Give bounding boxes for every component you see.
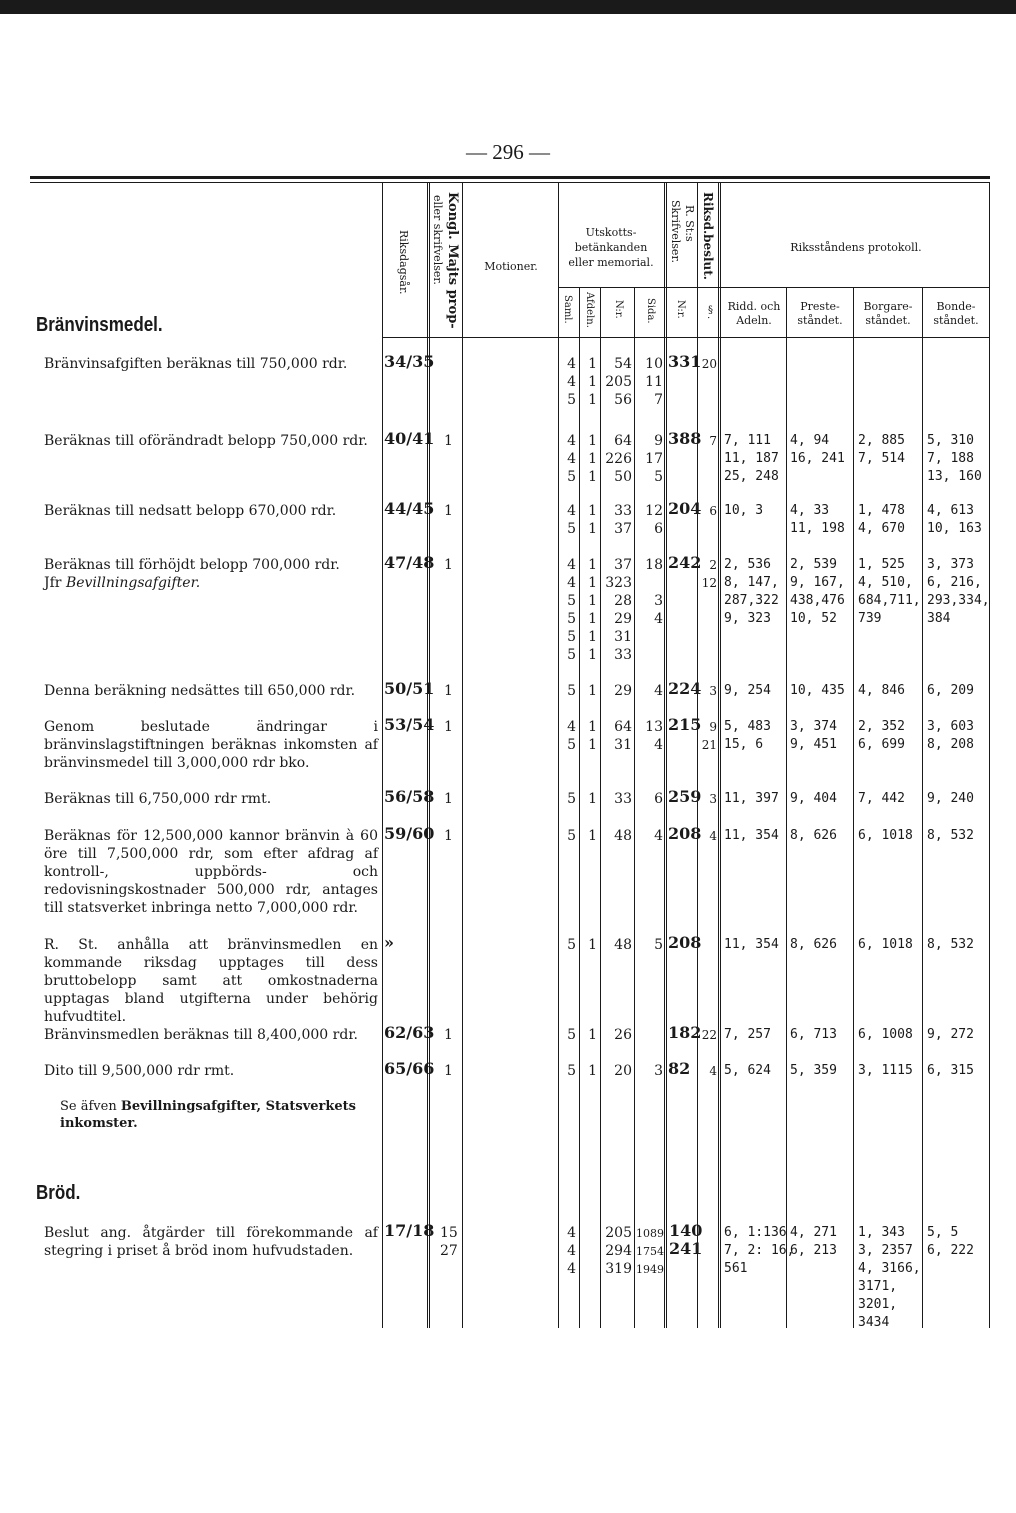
row-bonde: 6, 315 [927, 1063, 974, 1078]
header-riksd: Riksd.beslut. [701, 192, 715, 280]
row-nr: 64 226 50 [605, 433, 632, 485]
col-line-right [989, 183, 990, 1328]
protokoll-subrule [720, 287, 990, 288]
row-prop: 1 [444, 1063, 453, 1079]
row-rsts-nr: 204 [668, 499, 702, 518]
row-afdeln: 1 1 [588, 503, 597, 537]
row-rsts-nr: 242 [668, 553, 702, 572]
row-ridd: 7, 111 11, 187 25, 248 [724, 433, 779, 484]
row-borgare: 2, 352 6, 699 [858, 719, 905, 752]
row-nr: 26 [614, 1027, 632, 1043]
row-sida: 3 [654, 1063, 663, 1079]
see-also-ref: Bevillningsafgifter, Statsverkets inkomster. [60, 1099, 357, 1131]
row-ridd: 10, 3 [724, 503, 764, 518]
row-saml: 5 [567, 937, 576, 953]
row-sida: 4 [654, 828, 663, 844]
row-year: 59/60 [384, 824, 435, 843]
row-desc-text: Beräknas till oförändradt belopp 750,000 rdr. [44, 433, 368, 449]
row-rsts-nr: 331 [668, 352, 702, 371]
row-sida: 18 3 4 [645, 557, 663, 627]
header-preste-2: ståndet. [797, 314, 843, 327]
row-preste: 8, 626 [790, 937, 837, 952]
row-bonde: 4, 613 10, 163 [927, 503, 982, 536]
row-borgare: 1, 525 4, 510, 684,711, 739 [858, 557, 921, 626]
row-rsts-nr: 215 [668, 715, 702, 734]
row-paragraf: 6 [709, 504, 717, 518]
row-desc [44, 1062, 378, 1080]
row-saml: 4 5 [567, 503, 576, 537]
row-saml: 5 [567, 791, 576, 807]
col-line-preste [786, 287, 787, 1328]
row-sida: 5 [654, 937, 663, 953]
row-saml: 4 5 [567, 719, 576, 753]
row-afdeln: 1 [588, 1063, 597, 1079]
row-ridd: 11, 397 [724, 791, 779, 806]
row-saml: 4 4 5 [567, 356, 576, 408]
brod-prop: 15 27 [440, 1225, 458, 1259]
header-sida: Sida. [645, 298, 656, 324]
row-desc-text: Beräknas till nedsatt belopp 670,000 rdr. [44, 503, 337, 519]
row-nr: 33 37 [614, 503, 632, 537]
row-paragraf: 3 [709, 684, 717, 698]
see-also-prefix: Se äfven [60, 1099, 121, 1114]
row-bonde: 3, 603 8, 208 [927, 719, 974, 752]
row-desc-text: Dito till 9,500,000 rdr rmt. [44, 1063, 235, 1079]
header-bonde-2: ståndet. [933, 314, 979, 327]
row-ridd: 2, 536 8, 147, 287,322 9, 323 [724, 557, 779, 626]
row-afdeln: 1 [588, 1027, 597, 1043]
row-desc [44, 936, 378, 1026]
rsts-subrule [666, 287, 720, 288]
row-rsts-nr: 208 [668, 933, 702, 952]
row-nr: 54 205 56 [605, 356, 632, 408]
row-nr: 33 [614, 791, 632, 807]
header-kongl-2: eller skrifvelser. [431, 195, 444, 285]
row-desc-ref-prefix: Jfr [44, 575, 66, 591]
row-ridd: 5, 483 15, 6 [724, 719, 771, 752]
row-afdeln: 1 [588, 683, 597, 699]
row-desc [44, 432, 378, 450]
row-prop: 1 [444, 557, 453, 573]
row-afdeln: 1 [588, 828, 597, 844]
brod-desc: Beslut ang. åtgärder till förekommande af stegring i priset å bröd inom hufvudstaden. [44, 1225, 378, 1259]
see-also-note [60, 1098, 380, 1132]
row-bonde: 9, 240 [927, 791, 974, 806]
row-prop: 1 [444, 828, 453, 844]
row-preste: 6, 713 [790, 1027, 837, 1042]
brod-sida: 1089 1754 1949 [636, 1227, 664, 1276]
row-rsts-nr: 224 [668, 679, 702, 698]
row-nr: 64 31 [614, 719, 632, 753]
row-desc-text: Genom beslutade ändringar i bränvinslagstiftningen beräknas inkomsten af bränvinsmedel till 3,000,000 rdr bko. [44, 719, 378, 771]
row-saml: 5 [567, 828, 576, 844]
row-prop: 1 [444, 1027, 453, 1043]
row-desc [44, 556, 378, 592]
row-prop: 1 [444, 433, 453, 449]
row-nr: 29 [614, 683, 632, 699]
row-borgare: 4, 846 [858, 683, 905, 698]
row-preste: 8, 626 [790, 828, 837, 843]
col-line-protokoll [718, 183, 721, 1328]
row-sida: 9 17 5 [645, 433, 663, 485]
col-line-motioner [462, 183, 463, 1328]
row-borgare: 2, 885 7, 514 [858, 433, 905, 466]
row-saml: 5 [567, 1027, 576, 1043]
row-desc-text: Bränvinsafgiften beräknas till 750,000 rdr. [44, 356, 348, 372]
row-bonde: 9, 272 [927, 1027, 974, 1042]
header-rsts: R. St:s [683, 205, 696, 242]
header-ridd-2: Adeln. [736, 314, 772, 327]
row-desc [44, 718, 378, 772]
row-year: 65/66 [384, 1059, 435, 1078]
row-desc-text: Denna beräkning nedsättes till 650,000 rdr. [44, 683, 356, 699]
header-afdeln: Afdeln. [584, 292, 595, 328]
row-bonde: 5, 310 7, 188 13, 160 [927, 433, 982, 484]
row-desc-text: Beräknas till 6,750,000 rdr rmt. [44, 791, 272, 807]
row-preste: 5, 359 [790, 1063, 837, 1078]
header-saml: Saml. [562, 295, 573, 324]
row-year: 34/35 [384, 352, 435, 371]
row-year: 50/51 [384, 679, 435, 698]
row-nr: 48 [614, 828, 632, 844]
row-paragraf: 4 [709, 1064, 717, 1078]
row-borgare: 6, 1018 [858, 937, 913, 952]
row-ridd: 5, 624 [724, 1063, 771, 1078]
row-year: 47/48 [384, 553, 435, 572]
header-utskotts-2: betänkanden [574, 241, 648, 254]
row-desc [44, 355, 378, 373]
row-prop: 1 [444, 791, 453, 807]
brod-rnr: 140 241 [669, 1221, 703, 1258]
row-prop: 1 [444, 683, 453, 699]
row-preste: 4, 94 16, 241 [790, 433, 845, 466]
row-rsts-nr: 208 [668, 824, 702, 843]
header-motioner: Motioner. [484, 260, 538, 273]
row-saml: 4 4 5 [567, 433, 576, 485]
header-nr: N:r. [613, 300, 624, 319]
row-afdeln: 1 [588, 791, 597, 807]
row-desc [44, 827, 378, 917]
header-utskotts-3: eller memorial. [568, 256, 654, 269]
row-desc-text: Beräknas till förhöjdt belopp 700,000 rdr. [44, 557, 340, 573]
row-bonde: 3, 373 6, 216, 293,334, 384 [927, 557, 990, 626]
row-nr: 48 [614, 937, 632, 953]
row-year: 62/63 [384, 1023, 435, 1042]
row-borgare: 6, 1008 [858, 1027, 913, 1042]
row-year: » [384, 933, 394, 952]
row-desc [44, 790, 378, 808]
row-paragraf: 9 21 [701, 720, 717, 752]
row-paragraf: 7 [709, 434, 717, 448]
row-prop: 1 [444, 503, 453, 519]
row-year: 44/45 [384, 499, 435, 518]
row-rsts-nr: 259 [668, 787, 702, 806]
row-nr: 20 [614, 1063, 632, 1079]
row-year: 56/58 [384, 787, 435, 806]
top-rule [30, 176, 990, 179]
row-afdeln: 1 1 1 [588, 433, 597, 485]
brod-bonde: 5, 5 6, 222 [927, 1225, 974, 1258]
row-afdeln: 1 1 1 1 1 1 [588, 557, 597, 663]
header-ridd: Ridd. och [727, 300, 781, 313]
top-rule-thin [30, 182, 990, 183]
header-kongl: Kongl. Majts prop- [445, 192, 460, 329]
row-preste: 3, 374 9, 451 [790, 719, 837, 752]
section-title-branvinsmedel: Bränvinsmedel. [36, 314, 163, 336]
header-riksdagsar: Riksdagsår. [397, 230, 410, 295]
col-line-bonde [922, 287, 923, 1328]
header-preste: Preste- [800, 300, 840, 313]
row-desc-ref: Bevillningsafgifter. [65, 575, 201, 591]
row-sida: 10 11 7 [645, 356, 663, 408]
row-preste: 4, 33 11, 198 [790, 503, 845, 536]
row-saml: 5 [567, 683, 576, 699]
row-preste: 2, 539 9, 167, 438,476 10, 52 [790, 557, 845, 626]
row-desc-text: Beräknas för 12,500,000 kannor bränvin à 60 öre till 7,500,000 rdr, som efter afdrag af kontroll-, uppbörds- och redovisningskostnader 500,000 rdr, antages till statsverket inbringa netto 7,000,000 rdr. [44, 828, 378, 916]
brod-preste: 4, 271 6, 213 [790, 1225, 837, 1258]
header-paragraf: §. [705, 305, 716, 320]
col-line-year [382, 183, 383, 1328]
row-preste: 9, 404 [790, 791, 837, 806]
row-afdeln: 1 1 [588, 719, 597, 753]
header-borgare-2: ståndet. [865, 314, 911, 327]
header-protokoll: Riksståndens protokoll. [790, 241, 922, 254]
row-afdeln: 1 [588, 937, 597, 953]
header-borgare: Borgare- [863, 300, 913, 313]
col-line-rsts [664, 183, 667, 1328]
page-number: — 296 — [466, 140, 550, 164]
row-bonde: 8, 532 [927, 828, 974, 843]
row-preste: 10, 435 [790, 683, 845, 698]
row-bonde: 8, 532 [927, 937, 974, 952]
row-desc-text: Bränvinsmedlen beräknas till 8,400,000 rdr. [44, 1027, 358, 1043]
row-year: 53/54 [384, 715, 435, 734]
top-border [0, 0, 1016, 14]
row-paragraf: 3 [709, 792, 717, 806]
row-afdeln: 1 1 1 [588, 356, 597, 408]
row-sida: 6 [654, 791, 663, 807]
brod-nr: 205 294 319 [605, 1225, 632, 1277]
row-paragraf: 2 12 [701, 558, 717, 590]
row-bonde: 6, 209 [927, 683, 974, 698]
row-sida: 12 6 [645, 503, 663, 537]
row-borgare: 3, 1115 [858, 1063, 913, 1078]
row-borgare: 7, 442 [858, 791, 905, 806]
row-desc [44, 502, 378, 520]
row-borgare: 6, 1018 [858, 828, 913, 843]
header-utskotts: Utskotts- [585, 226, 637, 239]
row-paragraf: 4 [709, 829, 717, 843]
header-rsts-2: Skrifvelser. [669, 200, 682, 263]
row-paragraf: 22 [701, 1028, 717, 1042]
row-sida: 4 [654, 683, 663, 699]
brod-saml: 4 4 4 [567, 1225, 576, 1277]
row-ridd: 11, 354 [724, 937, 779, 952]
row-year: 40/41 [384, 429, 435, 448]
row-ridd: 9, 254 [724, 683, 771, 698]
brod-year: 17/18 [384, 1221, 435, 1240]
row-rsts-nr: 82 [668, 1059, 691, 1078]
header-bottom-rule [382, 337, 990, 338]
col-line-utskotts [558, 183, 559, 1328]
brod-ridd: 6, 1:136 7, 2: 16, 561 [724, 1225, 795, 1276]
col-line-borgare [853, 287, 854, 1328]
utskotts-subrule [558, 287, 666, 288]
row-borgare: 1, 478 4, 670 [858, 503, 905, 536]
row-ridd: 11, 354 [724, 828, 779, 843]
row-sida: 13 4 [645, 719, 663, 753]
row-desc [44, 682, 378, 700]
row-saml: 4 4 5 5 5 5 [567, 557, 576, 663]
row-ridd: 7, 257 [724, 1027, 771, 1042]
row-desc [44, 1026, 378, 1044]
header-bonde: Bonde- [936, 300, 976, 313]
row-rsts-nr: 182 [668, 1023, 702, 1042]
row-saml: 5 [567, 1063, 576, 1079]
row-nr: 37 323 28 29 31 33 [605, 557, 632, 663]
section-title-brod: Bröd. [36, 1182, 81, 1204]
row-desc-text: R. St. anhålla att bränvinsmedlen en kommande riksdag upptages till dess bruttobelopp samt att omkostnaderna upptagas bland utgifterna under behörig hufvudtitel. [44, 937, 378, 1025]
row-prop: 1 [444, 719, 453, 735]
row-paragraf: 20 [701, 357, 717, 371]
row-rsts-nr: 388 [668, 429, 702, 448]
brod-borgare: 1, 343 3, 2357 4, 3166, 3171, 3201, 3434 [858, 1225, 921, 1330]
header-rsts-nr: N:r. [675, 300, 686, 319]
